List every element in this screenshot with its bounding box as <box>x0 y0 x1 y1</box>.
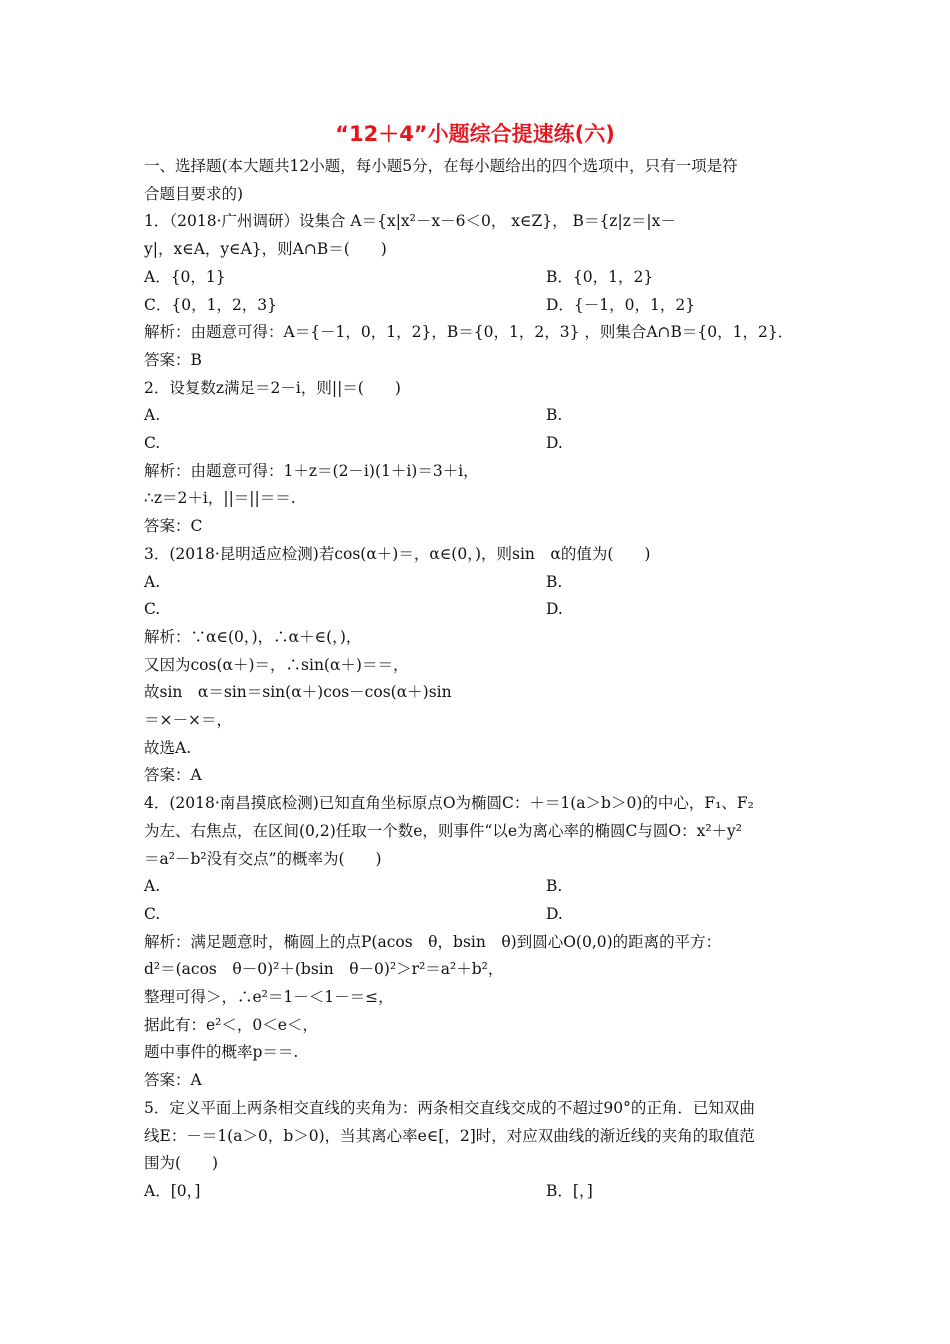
option-left: C. <box>144 600 161 619</box>
text-line: 又因为cos(α＋)＝，∴sin(α＋)＝＝， <box>144 655 409 674</box>
option-left: C. <box>144 904 161 923</box>
text-line: 合题目要求的) <box>144 184 244 203</box>
text-line: 围为( ) <box>144 1154 219 1173</box>
text-line: 解析：满足题意时，椭圆上的点P(acos θ，bsin θ)到圆心O(0,0)的距离的平方： <box>144 932 722 951</box>
text-line: 题中事件的概率p＝＝. <box>144 1043 299 1062</box>
text-line: ∴z＝2＋i，||＝||＝＝. <box>144 489 296 508</box>
text-line: 整理可得＞，∴e²＝1－＜1－＝≤， <box>144 988 394 1006</box>
text-line: 1．（2018·广州调研）设集合 A＝{x|x²－x－6＜0， x∈Z}， B＝{z|z＝|x－ <box>144 212 676 231</box>
option-left: C. <box>144 434 161 452</box>
option-right: D. <box>546 904 563 923</box>
text-line: 故选A. <box>144 738 192 757</box>
text-line: 4．(2018·南昌摸底检测)已知直角坐标原点O为椭圆C：＋＝1(a＞b＞0)的中心，F₁、F₂ <box>144 794 754 813</box>
text-line: ＝×－×＝， <box>144 711 232 729</box>
option-left: A. <box>144 406 161 425</box>
text-line: ＝a²－b²没有交点”的概率为( ) <box>144 849 382 868</box>
option-right: D. <box>546 600 563 619</box>
text-line: 5．定义平面上两条相交直线的夹角为：两条相交直线交成的不超过90°的正角．已知双曲 <box>144 1098 755 1117</box>
text-line: y|，x∈A，y∈A}，则A∩B＝( ) <box>144 240 387 259</box>
text-line: 答案：A <box>144 766 202 785</box>
option-left: C．{0，1，2，3} <box>144 295 278 314</box>
text-line: 解析：由题意可得：1＋z＝(2－i)(1＋i)＝3＋i， <box>144 461 479 480</box>
option-right: B. <box>546 406 563 425</box>
text-line: 故sin α＝sin＝sin(α＋)cos－cos(α＋)sin <box>144 683 452 702</box>
text-line: 解析：由题意可得：A＝{－1，0，1，2}，B＝{0，1，2，3} ，则集合A∩B＝{0，1，2}． <box>144 323 794 342</box>
text-line: d²＝(acos θ－0)²＋(bsin θ－0)²＞r²＝a²＋b²， <box>144 960 504 979</box>
text-line: 为左、右焦点，在区间(0,2)任取一个数e，则事件“以e为离心率的椭圆C与圆O：x²＋y² <box>144 821 743 840</box>
text-line: 线E：－＝1(a＞0，b＞0)，当其离心率e∈[，2]时，对应双曲线的渐近线的夹角的取值范 <box>144 1126 755 1145</box>
text-line: 解析：∵α∈(0，)，∴α＋∈(，)， <box>144 627 362 646</box>
page-title: “12＋4”小题综合提速练(六) <box>335 122 615 146</box>
text-line: 一、选择题(本大题共12小题，每小题5分，在每小题给出的四个选项中，只有一项是符 <box>144 157 738 175</box>
option-right: B．{0，1，2} <box>546 267 654 286</box>
text-line: 答案：A <box>144 1071 202 1090</box>
option-right: D．{－1，0，1，2} <box>546 295 696 314</box>
option-right: D. <box>546 434 563 452</box>
text-line: 答案：C <box>144 517 203 536</box>
option-left: A．[0，] <box>144 1181 201 1200</box>
option-left: A. <box>144 877 161 896</box>
option-right: B. <box>546 572 563 591</box>
text-line: 2．设复数z满足＝2－i，则||＝( ) <box>144 378 401 397</box>
text-line: 据此有：e²＜，0＜e＜， <box>144 1015 318 1034</box>
text-line: 3．(2018·昆明适应检测)若cos(α＋)＝，α∈(0，)，则sin α的值为( ) <box>144 544 651 563</box>
option-right: B．[，] <box>546 1181 593 1200</box>
option-left: A．{0，1} <box>144 267 226 286</box>
option-right: B. <box>546 877 563 896</box>
text-line: 答案：B <box>144 350 202 369</box>
option-left: A. <box>144 572 161 591</box>
